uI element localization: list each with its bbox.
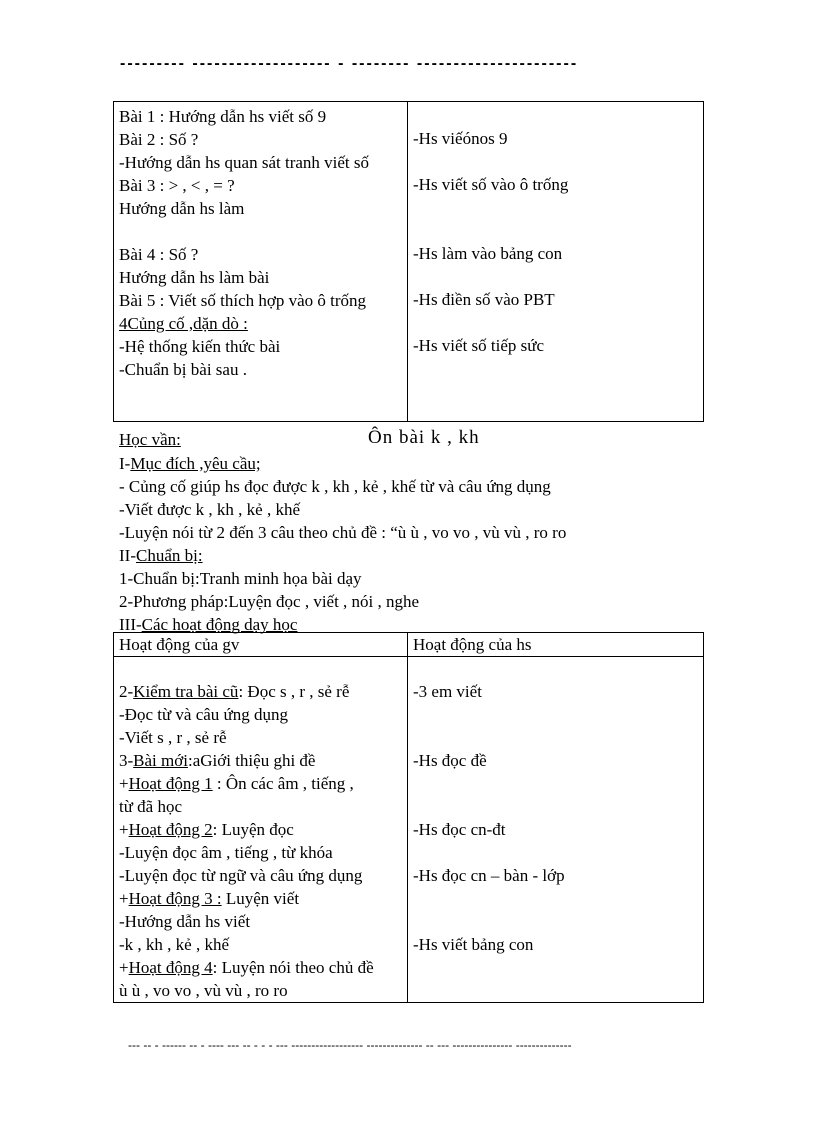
text-line bbox=[413, 772, 698, 795]
text-line: -Đọc từ và câu ứng dụng bbox=[119, 705, 289, 724]
text-line bbox=[413, 150, 698, 173]
text-line: Bài 5 : Viết số thích hợp vào ô trống bbox=[119, 291, 367, 310]
text-line bbox=[413, 219, 698, 242]
objective-item: -Luyện nói từ 2 đến 3 câu theo chủ đề : “ù ù , vo vo , vù vù , ro ro bbox=[119, 523, 567, 542]
text-line bbox=[119, 220, 402, 243]
text-line: Hướng dẫn hs làm bài bbox=[119, 268, 270, 287]
text-line bbox=[413, 657, 698, 680]
text-line: +Hoạt động 3 : Luyện viết bbox=[119, 889, 300, 908]
text-line: -Chuẩn bị bài sau . bbox=[119, 360, 247, 379]
text-line: -Hs điền số vào PBT bbox=[413, 290, 555, 309]
text-line: -Hs đọc cn-đt bbox=[413, 820, 506, 839]
text-line: +Hoạt động 1 : Ôn các âm , tiếng , bbox=[119, 774, 354, 793]
text-line: -Viết s , r , sẻ rễ bbox=[119, 728, 227, 747]
top-separator: --------- ------------------- - -------- ---------------------- bbox=[120, 55, 579, 72]
text-line: -Hs viết bảng con bbox=[413, 935, 534, 954]
header-gv: Hoạt động của gv bbox=[114, 633, 408, 657]
text-line: -Hs viết số vào ô trống bbox=[413, 175, 569, 194]
text-line: -Hệ thống kiến thức bài bbox=[119, 337, 281, 356]
text-line: ù ù , vo vo , vù vù , ro ro bbox=[119, 981, 288, 1000]
text-line: -Hs đọc đề bbox=[413, 751, 487, 770]
lesson-plan bbox=[119, 426, 719, 636]
text-line: 3-Bài mới:aGiới thiệu ghi đề bbox=[119, 751, 316, 770]
activities-heading: III-Các hoạt động dạy học bbox=[119, 615, 298, 634]
prep-heading: II-Chuẩn bị: bbox=[119, 546, 203, 565]
text-line: Bài 1 : Hướng dẫn hs viết số 9 bbox=[119, 107, 327, 126]
student-column bbox=[408, 102, 704, 422]
text-line bbox=[413, 265, 698, 288]
text-line: -k , kh , kẻ , khế bbox=[119, 935, 230, 954]
text-line: -Luyện đọc âm , tiếng , từ khóa bbox=[119, 843, 333, 862]
text-line: Hướng dẫn hs làm bbox=[119, 199, 245, 218]
text-line: 2-Kiểm tra bài cũ: Đọc s , r , sẻ rễ bbox=[119, 682, 350, 701]
objectives-heading: I-Mục đích ,yêu cầu; bbox=[119, 454, 261, 473]
text-line: -Hướng dẫn hs viết bbox=[119, 912, 251, 931]
text-line bbox=[413, 795, 698, 818]
section-heading: 4Củng cố ,dặn dò : bbox=[119, 314, 248, 333]
bottom-separator: --- -- - ------ -- - ---- --- -- - - - --- ------------------ -------------- -- --- --------------- -------------- bbox=[128, 1038, 572, 1052]
text-line: -Luyện đọc từ ngữ và câu ứng dụng bbox=[119, 866, 363, 885]
text-line: -Hs đọc cn – bàn - lớp bbox=[413, 866, 565, 885]
objective-item: -Viết được k , kh , kẻ , khế bbox=[119, 500, 300, 519]
lesson-header bbox=[119, 426, 719, 452]
text-line: từ đã học bbox=[119, 797, 183, 816]
text-line bbox=[413, 887, 698, 910]
lesson-title: Ôn bài k , kh bbox=[368, 427, 480, 448]
text-line bbox=[413, 726, 698, 749]
text-line: -Hs viếónos 9 bbox=[413, 129, 508, 148]
exercise-table bbox=[113, 101, 704, 422]
text-line bbox=[413, 841, 698, 864]
prep-item: 1-Chuẩn bị:Tranh minh họa bài dạy bbox=[119, 569, 362, 588]
text-line: -Hs làm vào bảng con bbox=[413, 244, 563, 263]
teacher-activities bbox=[114, 657, 408, 1003]
activities-table bbox=[113, 632, 704, 1003]
text-line bbox=[413, 196, 698, 219]
text-line bbox=[413, 910, 698, 933]
header-hs: Hoạt động của hs bbox=[408, 633, 704, 657]
subject-label: Học vần: bbox=[119, 430, 181, 449]
text-line bbox=[413, 703, 698, 726]
prep-item: 2-Phương pháp:Luyện đọc , viết , nói , nghe bbox=[119, 592, 420, 611]
text-line: Bài 2 : Số ? bbox=[119, 130, 199, 149]
text-line: -Hướng dẫn hs quan sát tranh viết số bbox=[119, 153, 370, 172]
objective-item: - Củng cố giúp hs đọc được k , kh , kẻ , khế từ và câu ứng dụng bbox=[119, 477, 551, 496]
text-line: Bài 3 : > , < , = ? bbox=[119, 176, 235, 195]
text-line: Bài 4 : Số ? bbox=[119, 245, 199, 264]
text-line bbox=[413, 311, 698, 334]
text-line: +Hoạt động 2: Luyện đọc bbox=[119, 820, 294, 839]
text-line bbox=[119, 657, 402, 680]
text-line: -3 em viết bbox=[413, 682, 482, 701]
teacher-column bbox=[114, 102, 408, 422]
text-line: -Hs viết số tiếp sức bbox=[413, 336, 545, 355]
student-activities bbox=[408, 657, 704, 1003]
text-line: +Hoạt động 4: Luyện nói theo chủ đề bbox=[119, 958, 374, 977]
